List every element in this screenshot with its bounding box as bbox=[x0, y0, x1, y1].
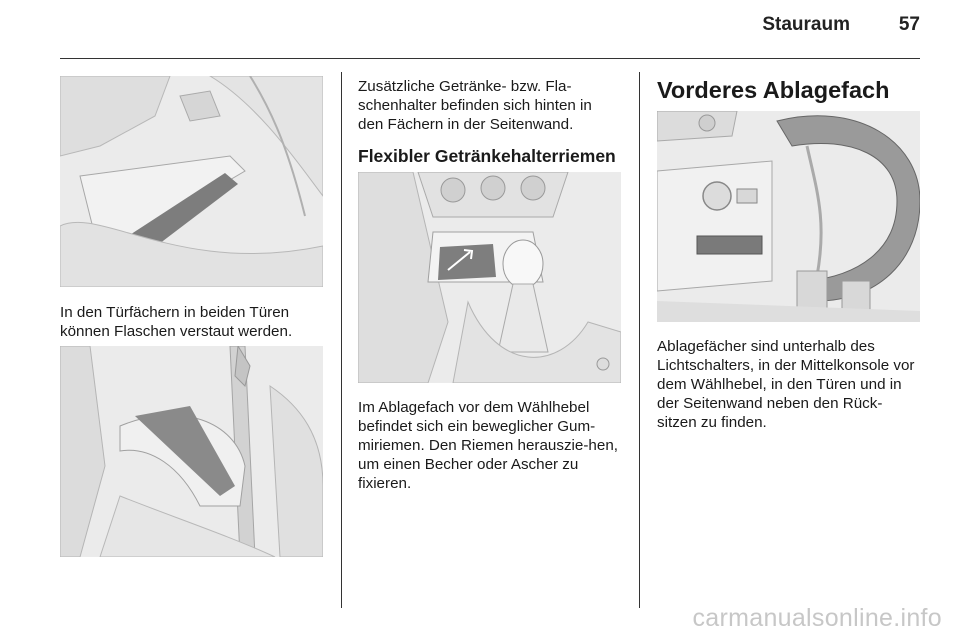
front-compartment-heading: Vorderes Ablagefach bbox=[657, 77, 890, 103]
cup-holder-strap-illustration bbox=[358, 172, 621, 383]
door-pocket-caption: In den Türfächern in beiden Türen können Flaschen verstaut werden. bbox=[60, 304, 293, 340]
side-wall-compartment-illustration bbox=[60, 346, 323, 557]
site-watermark: carmanualsonline.info bbox=[692, 604, 942, 632]
column-divider-left bbox=[341, 72, 342, 608]
section-title: Stauraum bbox=[762, 14, 850, 35]
door-pocket-illustration bbox=[60, 76, 323, 287]
strap-description: Im Ablagefach vor dem Wählhebel befindet sich ein beweglicher Gum-miriemen. Den Riemen herauszie-hen, um einen Becher oder Ascher zu fixieren. bbox=[358, 399, 618, 492]
front-compartment-description: Ablagefächer sind unterhalb des Lichtschalters, in der Mittelkonsole vor dem Wählhebel, in den Türen und in der Seitenwand neben den Rück-sitzen zu finden. bbox=[657, 338, 915, 431]
page-number: 57 bbox=[898, 14, 920, 35]
flexible-strap-heading: Flexibler Getränkehalterriemen bbox=[358, 146, 616, 166]
column-divider-right bbox=[639, 72, 640, 608]
front-storage-illustration bbox=[657, 111, 920, 322]
extra-holders-text: Zusätzliche Getränke- bzw. Fla-schenhalter befinden sich hinten in den Fächern in der Seitenwand. bbox=[358, 78, 592, 133]
header-rule bbox=[60, 58, 920, 59]
